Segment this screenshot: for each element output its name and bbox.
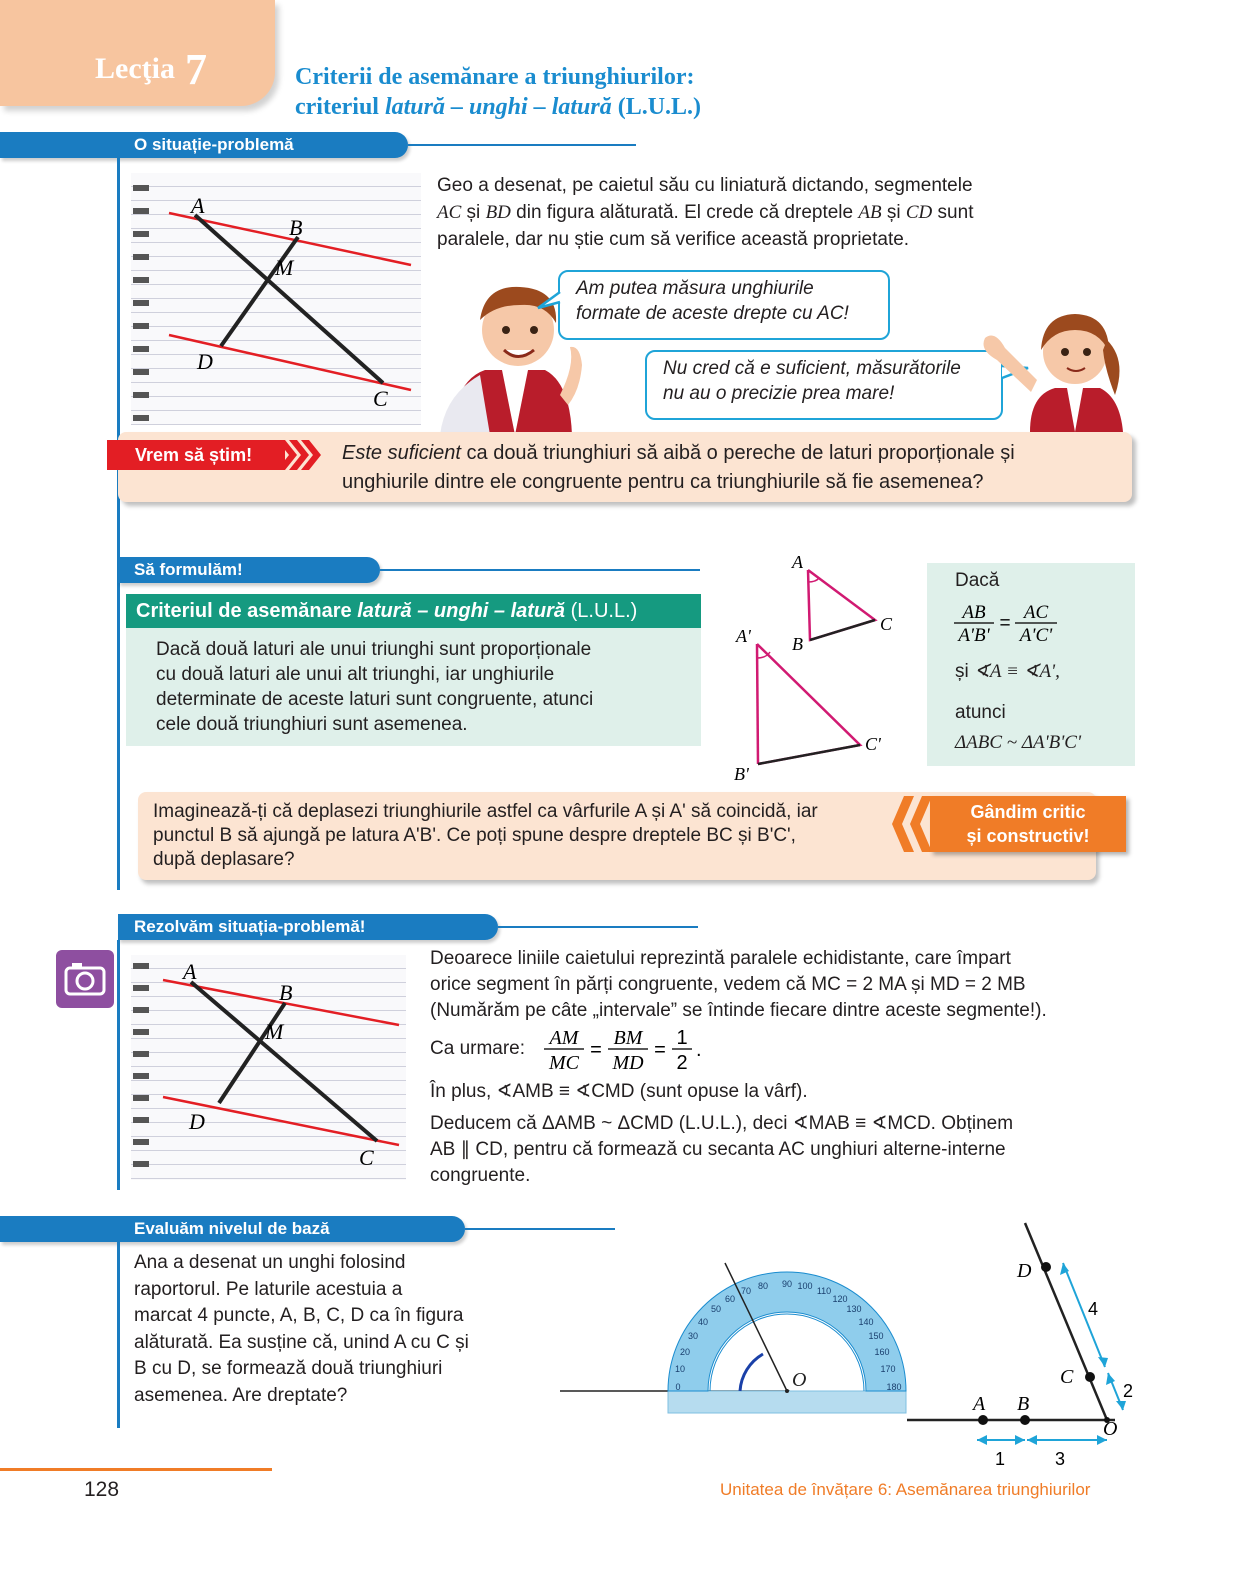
svg-text:.: . (696, 1039, 702, 1061)
notebook-figure (131, 173, 421, 425)
svg-text:120: 120 (832, 1294, 848, 1304)
svg-text:D: D (189, 1109, 205, 1134)
side-atunci: atunci (955, 702, 1006, 723)
section-header-rule (380, 569, 700, 571)
svg-text:30: 30 (687, 1331, 699, 1341)
situatie-paragraph: Geo a desenat, pe caietul său cu liniatură dictando, segmentele AC și BD din figura alăturată. El crede că dreptele AB și CD sunt paralele, dar nu știe cum să verifice această proprietate. (437, 175, 974, 250)
section-header-rule (465, 1228, 615, 1230)
label-C: C (373, 386, 388, 411)
svg-text:BM: BM (613, 1027, 643, 1049)
section-vertical-rule (117, 1242, 120, 1428)
side-fraction (952, 598, 1072, 648)
question-text: Este suficient ca două triunghiuri să aibă o pereche de laturi proporționale și unghiurile dintre ele congruente pentru ca triunghiurile să fie asemenea? (342, 442, 1015, 493)
vrem-sa-stim-tag: Vrem să știm! (107, 440, 285, 470)
svg-text:4: 4 (1088, 1299, 1099, 1319)
svg-text:C: C (359, 1145, 374, 1170)
tri-label-C: C (880, 614, 893, 634)
angle-points-figure (905, 1215, 1140, 1470)
svg-text:80: 80 (757, 1281, 769, 1291)
svg-text:110: 110 (816, 1286, 832, 1296)
section-header-situatie: O situație-problemă (0, 132, 408, 158)
svg-text:=: = (654, 1039, 666, 1061)
boy-speech-bubble: Am putea măsura unghiurile formate de aceste drepte cu AC! (558, 270, 890, 340)
svg-text:100: 100 (797, 1281, 813, 1291)
section-vertical-rule (117, 940, 120, 1190)
tri-label-C1: C' (865, 734, 881, 754)
lesson-label: Lecţia (95, 52, 175, 85)
girl-speech-bubble: Nu cred că e suficient, măsurătorile nu au o precizie prea mare! (645, 350, 1003, 420)
svg-text:MD: MD (612, 1052, 644, 1074)
svg-text:AC: AC (1023, 602, 1049, 623)
svg-text:=: = (999, 613, 1011, 634)
svg-text:D: D (1017, 1260, 1032, 1282)
label-B: B (289, 215, 303, 240)
section-header-rezolvam: Rezolvăm situația-problemă! (118, 914, 498, 940)
svg-text:A'B': A'B' (958, 625, 990, 646)
section-header-formulam: Să formulăm! (118, 557, 380, 583)
ratio-fraction (540, 1024, 710, 1076)
tri-label-A: A (792, 552, 803, 572)
svg-text:90: 90 (781, 1279, 793, 1289)
side-angle: și ∢A ≡ ∢A', (955, 661, 1060, 682)
label-D: D (197, 349, 213, 374)
svg-text:170: 170 (880, 1364, 896, 1374)
svg-text:MC: MC (549, 1052, 579, 1074)
section-header-rule (498, 926, 698, 928)
svg-text:C: C (1060, 1366, 1074, 1388)
criterion-body: Dacă două laturi ale unui triunghi sunt proporționale cu două laturi ale unui alt triunghi, iar unghiurile determinate de aceste laturi sunt congruente, atunci cele două triunghiuri sunt asemenea. (126, 628, 701, 746)
solution-paragraph: Deoarece liniile caietului reprezintă paralele echidistante, care împart orice segment în părți congruente, vedem că MC = 2 MA și MD = 2 MB (Numărăm pe câte „intervale” se întinde fiecare dintre aceste segmente!). (430, 948, 1047, 1021)
svg-text:10: 10 (674, 1364, 686, 1374)
label-M: M (275, 255, 294, 280)
svg-text:140: 140 (858, 1317, 874, 1327)
svg-text:2: 2 (676, 1052, 688, 1074)
svg-text:A: A (183, 959, 197, 984)
svg-text:180: 180 (886, 1382, 902, 1392)
tri-label-A1: A' (736, 626, 751, 646)
side-daca: Dacă (955, 570, 1000, 591)
deducem-paragraph: Deducem că ΔAMB ~ ΔCMD (L.U.L.), deci ∢MAB ≡ ∢MCD. Obținem AB ∥ CD, pentru că formează cu secanta AC unghiuri alterne-interne congruente. (430, 1113, 1014, 1186)
svg-text:AB: AB (962, 602, 986, 623)
ca-urmare-label: Ca urmare: (430, 1038, 526, 1059)
svg-text:20: 20 (679, 1347, 691, 1357)
svg-text:1: 1 (995, 1449, 1006, 1469)
tri-label-B1: B' (734, 764, 749, 784)
svg-text:B: B (279, 980, 293, 1005)
svg-text:B: B (1017, 1393, 1030, 1415)
lesson-number: 7 (185, 45, 207, 94)
svg-text:130: 130 (846, 1304, 862, 1314)
gandim-critic-tag: Gândim critic și constructiv! (930, 796, 1126, 852)
svg-text:3: 3 (1055, 1449, 1066, 1469)
svg-text:M: M (265, 1019, 284, 1044)
label-A: A (191, 193, 205, 218)
lesson-title-line1: Criterii de asemănare a triunghiurilor: (295, 64, 695, 90)
exercise-text: Ana a desenat un unghi folosind raportorul. Pe laturile acestuia a marcat 4 puncte, A, B, C, D ca în figura alăturată. Ea susține că, unind A cu C și B cu D, se formează două triunghiuri asemenea. Are dreptate? (134, 1252, 469, 1406)
section-vertical-rule (117, 158, 120, 890)
side-result: ΔABC ~ ΔA'B'C' (955, 732, 1082, 753)
svg-text:150: 150 (868, 1331, 884, 1341)
svg-text:50: 50 (710, 1304, 722, 1314)
tri-label-B: B (792, 634, 803, 654)
svg-text:A'C': A'C' (1019, 625, 1053, 646)
unit-footer: Unitatea de învățare 6: Asemănarea triunghiurilor (720, 1480, 1091, 1499)
svg-text:A: A (973, 1393, 986, 1415)
svg-text:160: 160 (874, 1347, 890, 1357)
criterion-title: Criteriul de asemănare latură – unghi – latură (L.U.L.) (126, 594, 701, 628)
svg-text:0: 0 (675, 1382, 681, 1392)
boy-bubble-tail (536, 290, 562, 312)
page-number: 128 (84, 1478, 120, 1501)
camera-icon[interactable] (56, 950, 114, 1008)
svg-text:O: O (1103, 1418, 1118, 1440)
protractor-label-O: O (792, 1369, 807, 1391)
section-header-rule (408, 144, 636, 146)
svg-text:60: 60 (724, 1294, 736, 1304)
notebook-figure-solution (131, 955, 406, 1180)
footer-rule (0, 1468, 272, 1471)
triangles-figure (730, 552, 905, 787)
chevrons-right-icon (275, 440, 321, 470)
svg-text:70: 70 (740, 1286, 752, 1296)
critical-thinking-text: Imaginează-ți că deplasezi triunghiurile astfel ca vârfurile A și A' să coincidă, iar punctul B să ajungă pe latura A'B'. Ce poți spune despre dreptele BC și B'C', după deplasare? (153, 801, 818, 870)
svg-text:1: 1 (676, 1027, 688, 1049)
protractor-figure (560, 1258, 910, 1418)
section-header-evaluam: Evaluăm nivelul de bază (0, 1216, 465, 1242)
lesson-title-line2: criteriul latură – unghi – latură (L.U.L.) (295, 94, 702, 120)
in-plus-line: În plus, ∢AMB ≡ ∢CMD (sunt opuse la vârf). (430, 1081, 808, 1102)
svg-text:40: 40 (697, 1317, 709, 1327)
girl-illustration (975, 300, 1130, 432)
svg-text:AM: AM (549, 1027, 579, 1049)
svg-text:2: 2 (1123, 1381, 1134, 1401)
svg-text:=: = (590, 1039, 602, 1061)
